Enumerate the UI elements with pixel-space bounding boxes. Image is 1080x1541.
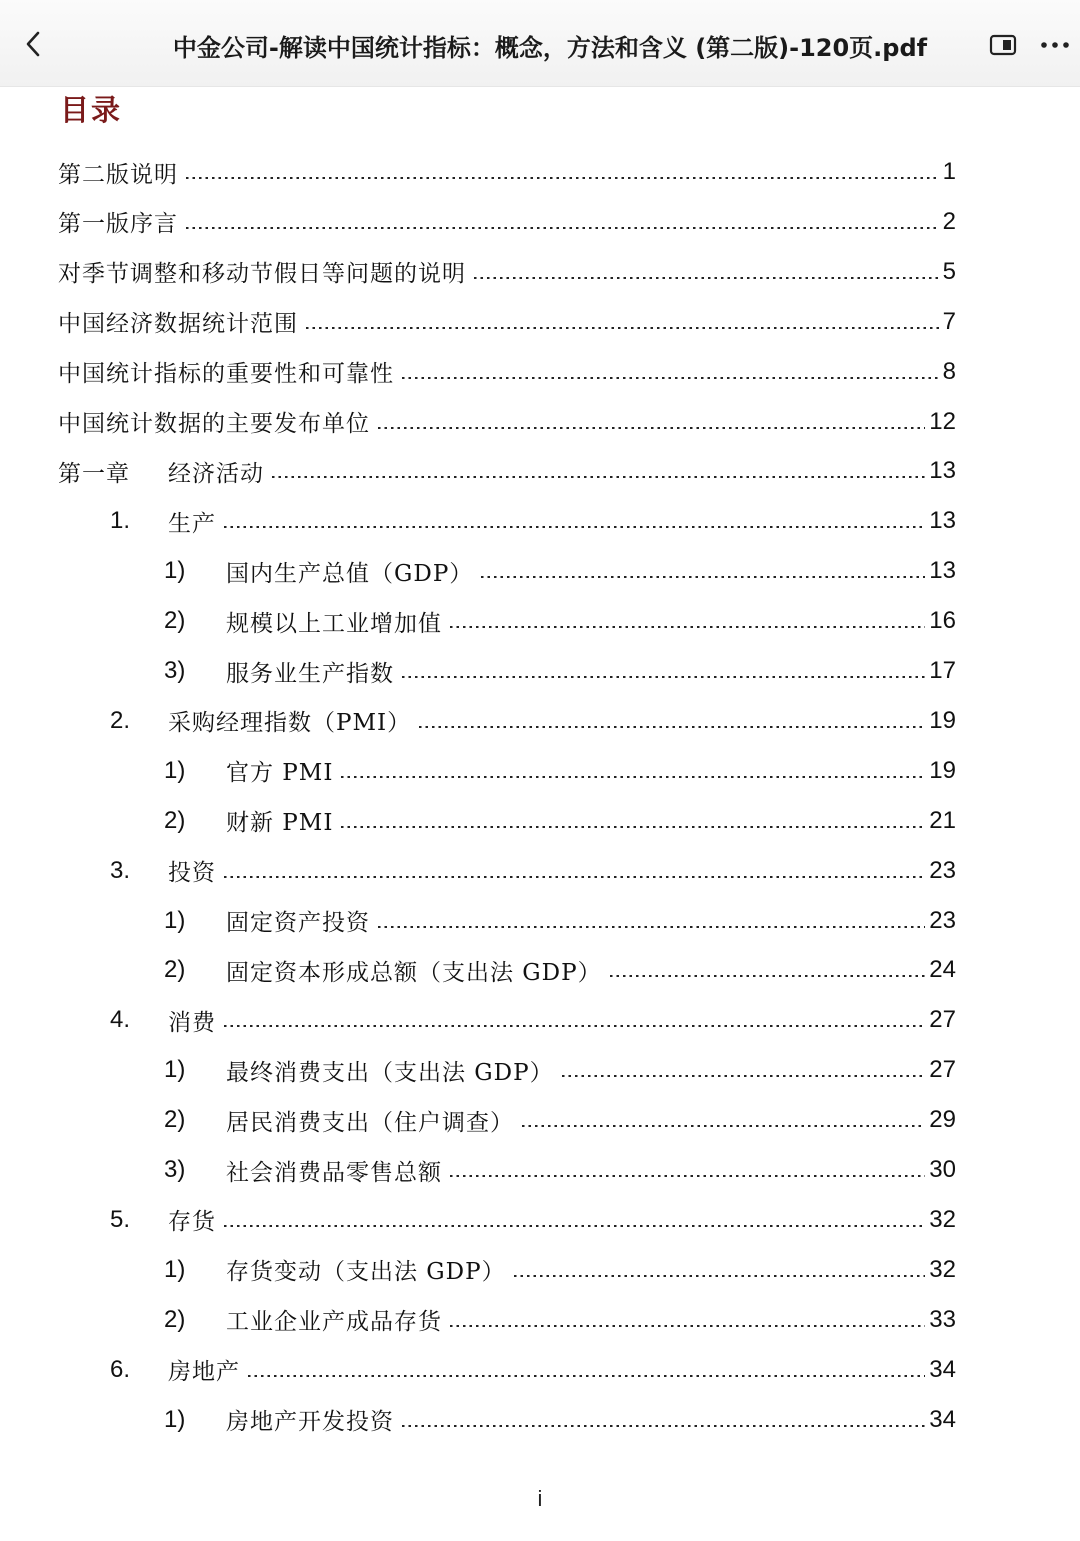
toc-entry-number: 2) <box>164 956 186 984</box>
toc-entry-number: 1) <box>164 557 186 585</box>
toc-entry-page: 19 <box>929 706 956 734</box>
toc-dot-leader <box>448 1175 925 1177</box>
top-app-bar <box>0 0 1080 87</box>
toc-entry[interactable] <box>164 801 956 841</box>
toc-entry[interactable] <box>164 601 956 641</box>
toc-dot-leader <box>270 476 925 478</box>
toc-dot-leader <box>376 427 925 429</box>
document-title: 中金公司-解读中国统计指标：概念，方法和含义 (第二版)-120页.pdf <box>172 33 928 62</box>
toc-entry-label: 中国统计数据的主要发布单位 <box>58 411 370 437</box>
toc-entry-label: 第二版说明 <box>58 161 178 188</box>
toc-dot-leader <box>479 576 925 578</box>
toc-entry[interactable] <box>110 1200 956 1240</box>
toc-entry[interactable] <box>164 751 956 791</box>
toc-entry-label: 采购经理指数（PMI） <box>168 710 412 737</box>
toc-dot-leader <box>222 526 925 528</box>
toc-entry-number: 1) <box>164 906 186 934</box>
toc-entry-label: 对季节调整和移动节假日等问题的说明 <box>58 261 466 288</box>
toc-dot-leader <box>376 926 925 928</box>
toc-entry[interactable] <box>110 501 956 541</box>
toc-entry-page: 23 <box>929 906 956 934</box>
toc-dot-leader <box>184 227 939 229</box>
toc-entry-number: 1) <box>164 1056 186 1084</box>
toc-entry-page: 1 <box>942 158 956 185</box>
toc-entry[interactable] <box>58 402 956 442</box>
toc-dot-leader <box>246 1375 925 1377</box>
toc-title: 目录 <box>60 93 123 127</box>
toc-entry-label: 固定资产投资 <box>226 910 370 936</box>
toc-entry-page: 24 <box>929 956 956 984</box>
toc-entry[interactable] <box>164 901 956 941</box>
toc-entry-label: 房地产开发投资 <box>226 1409 394 1435</box>
toc-entry[interactable] <box>58 302 956 342</box>
toc-entry-page: 33 <box>929 1305 956 1333</box>
toc-entry-page: 16 <box>929 607 956 635</box>
toc-entry-label: 消费 <box>168 1009 216 1036</box>
toc-entry-label: 第一版序言 <box>58 211 178 238</box>
toc-entry[interactable] <box>164 1250 956 1290</box>
toc-entry-page: 19 <box>929 756 956 784</box>
toc-entry-label: 社会消费品零售总额 <box>226 1159 442 1186</box>
toc-dot-leader <box>448 1325 925 1327</box>
toc-entry-label: 官方 PMI <box>226 760 334 787</box>
toc-dot-leader <box>400 377 939 379</box>
toc-dot-leader <box>400 1425 925 1427</box>
toc-entry[interactable] <box>58 252 956 292</box>
toc-entry-number: 1) <box>164 1405 186 1433</box>
toc-entry-page: 29 <box>929 1106 956 1134</box>
toc-entry[interactable] <box>164 1100 956 1140</box>
toc-entry[interactable] <box>110 1000 956 1040</box>
toc-entry-number: 6. <box>110 1355 131 1383</box>
toc-entry-page: 32 <box>929 1255 956 1283</box>
toc-entry-number: 2) <box>164 1305 186 1333</box>
toc-entry-page: 12 <box>929 407 956 435</box>
toc-entry-page: 27 <box>929 1006 956 1034</box>
toc-entry-page: 13 <box>929 507 956 535</box>
toc-entry[interactable] <box>164 1300 956 1340</box>
toc-entry-label: 生产 <box>168 510 216 537</box>
toc-entry-label: 固定资本形成总额（支出法 GDP） <box>226 959 602 986</box>
toc-entry-page: 34 <box>929 1405 956 1433</box>
toc-entry-page: 34 <box>929 1355 956 1383</box>
toc-entry-number: 2. <box>110 706 131 734</box>
reader-mode-icon <box>989 34 1017 56</box>
toc-dot-leader <box>520 1125 925 1127</box>
toc-entry-label: 国内生产总值（GDP） <box>226 560 474 587</box>
toc-dot-leader <box>400 676 925 678</box>
toc-entry-page: 30 <box>929 1156 956 1183</box>
toc-entry-number: 2) <box>164 806 186 834</box>
toc-entry-label: 工业企业产成品存货 <box>226 1309 442 1336</box>
toc-entry-number: 1) <box>164 1255 186 1283</box>
toc-entry-number: 4. <box>110 1006 131 1034</box>
toc-entry[interactable] <box>110 701 956 741</box>
toc-entry-label: 存货变动（支出法 GDP） <box>226 1259 506 1286</box>
toc-entry[interactable] <box>110 1350 956 1390</box>
toc-entry-label: 中国统计指标的重要性和可靠性 <box>58 361 394 388</box>
toc-entry[interactable] <box>164 950 956 990</box>
toc-dot-leader <box>339 776 925 778</box>
back-button[interactable] <box>14 24 52 64</box>
toc-dot-leader <box>608 975 926 977</box>
toc-entry-number: 1. <box>110 507 131 535</box>
toc-dot-leader <box>184 177 939 179</box>
toc-entry-page: 8 <box>942 357 956 385</box>
toc-entry-label: 最终消费支出（支出法 GDP） <box>226 1059 554 1086</box>
toc-entry-page: 5 <box>942 257 956 285</box>
toc-dot-leader <box>222 1225 925 1227</box>
more-options-button[interactable] <box>1036 30 1074 60</box>
toc-entry-page: 13 <box>929 557 956 585</box>
toc-entry-label: 经济活动 <box>168 460 264 487</box>
toc-entry-label: 中国经济数据统计范围 <box>58 311 298 338</box>
toc-entry-number: 3. <box>110 856 131 884</box>
toc-entry-label: 投资 <box>168 860 216 887</box>
toc-dot-leader <box>472 277 939 279</box>
toc-entry-label: 财新 PMI <box>226 810 334 837</box>
toc-entry-label: 居民消费支出（住户调查） <box>226 1109 514 1136</box>
toc-dot-leader <box>560 1075 926 1077</box>
toc-entry[interactable] <box>110 851 956 891</box>
toc-entry-page: 17 <box>929 657 956 684</box>
toc-entry-page: 27 <box>929 1056 956 1084</box>
toc-dot-leader <box>339 826 925 828</box>
toc-entry-page: 21 <box>929 806 956 834</box>
toc-dot-leader <box>304 327 939 329</box>
toc-entry[interactable] <box>58 451 956 491</box>
toc-entry-page: 2 <box>942 207 956 235</box>
toc-entry[interactable] <box>164 1400 956 1440</box>
toc-entry-page: 13 <box>929 457 956 485</box>
toc-entry-number: 2) <box>164 607 186 635</box>
toc-dot-leader <box>448 626 925 628</box>
toc-entry[interactable] <box>164 651 956 691</box>
toc-entry-label: 存货 <box>168 1209 216 1236</box>
toc-entry-number: 第一章 <box>58 460 130 487</box>
more-horizontal-icon <box>1040 41 1070 49</box>
reader-mode-button[interactable] <box>986 30 1020 60</box>
toc-entry-number: 2) <box>164 1106 186 1134</box>
toc-dot-leader <box>512 1275 926 1277</box>
page-number: i <box>537 1486 543 1511</box>
toc-entry[interactable] <box>164 1050 956 1090</box>
toc-entry[interactable] <box>164 551 956 591</box>
toc-entry-page: 7 <box>942 307 956 335</box>
toc-entry-number: 5. <box>110 1205 131 1233</box>
toc-entry-page: 23 <box>929 856 956 884</box>
toc-dot-leader <box>222 876 925 878</box>
toc-entry-label: 规模以上工业增加值 <box>226 610 442 637</box>
toc-entry-page: 32 <box>929 1205 956 1233</box>
chevron-left-icon <box>24 30 42 58</box>
toc-entry-label: 服务业生产指数 <box>226 660 394 687</box>
toc-entry[interactable] <box>58 352 956 392</box>
toc-entry-label: 房地产 <box>168 1359 240 1386</box>
toc-entry[interactable] <box>58 202 956 242</box>
toc-entry-number: 3) <box>164 1156 186 1183</box>
toc-entry[interactable] <box>58 152 956 192</box>
toc-dot-leader <box>222 1025 925 1027</box>
toc-entry[interactable] <box>164 1150 956 1190</box>
toc-entry-number: 1) <box>164 756 186 784</box>
toc-entry-number: 3) <box>164 657 186 684</box>
toc-dot-leader <box>417 726 925 728</box>
